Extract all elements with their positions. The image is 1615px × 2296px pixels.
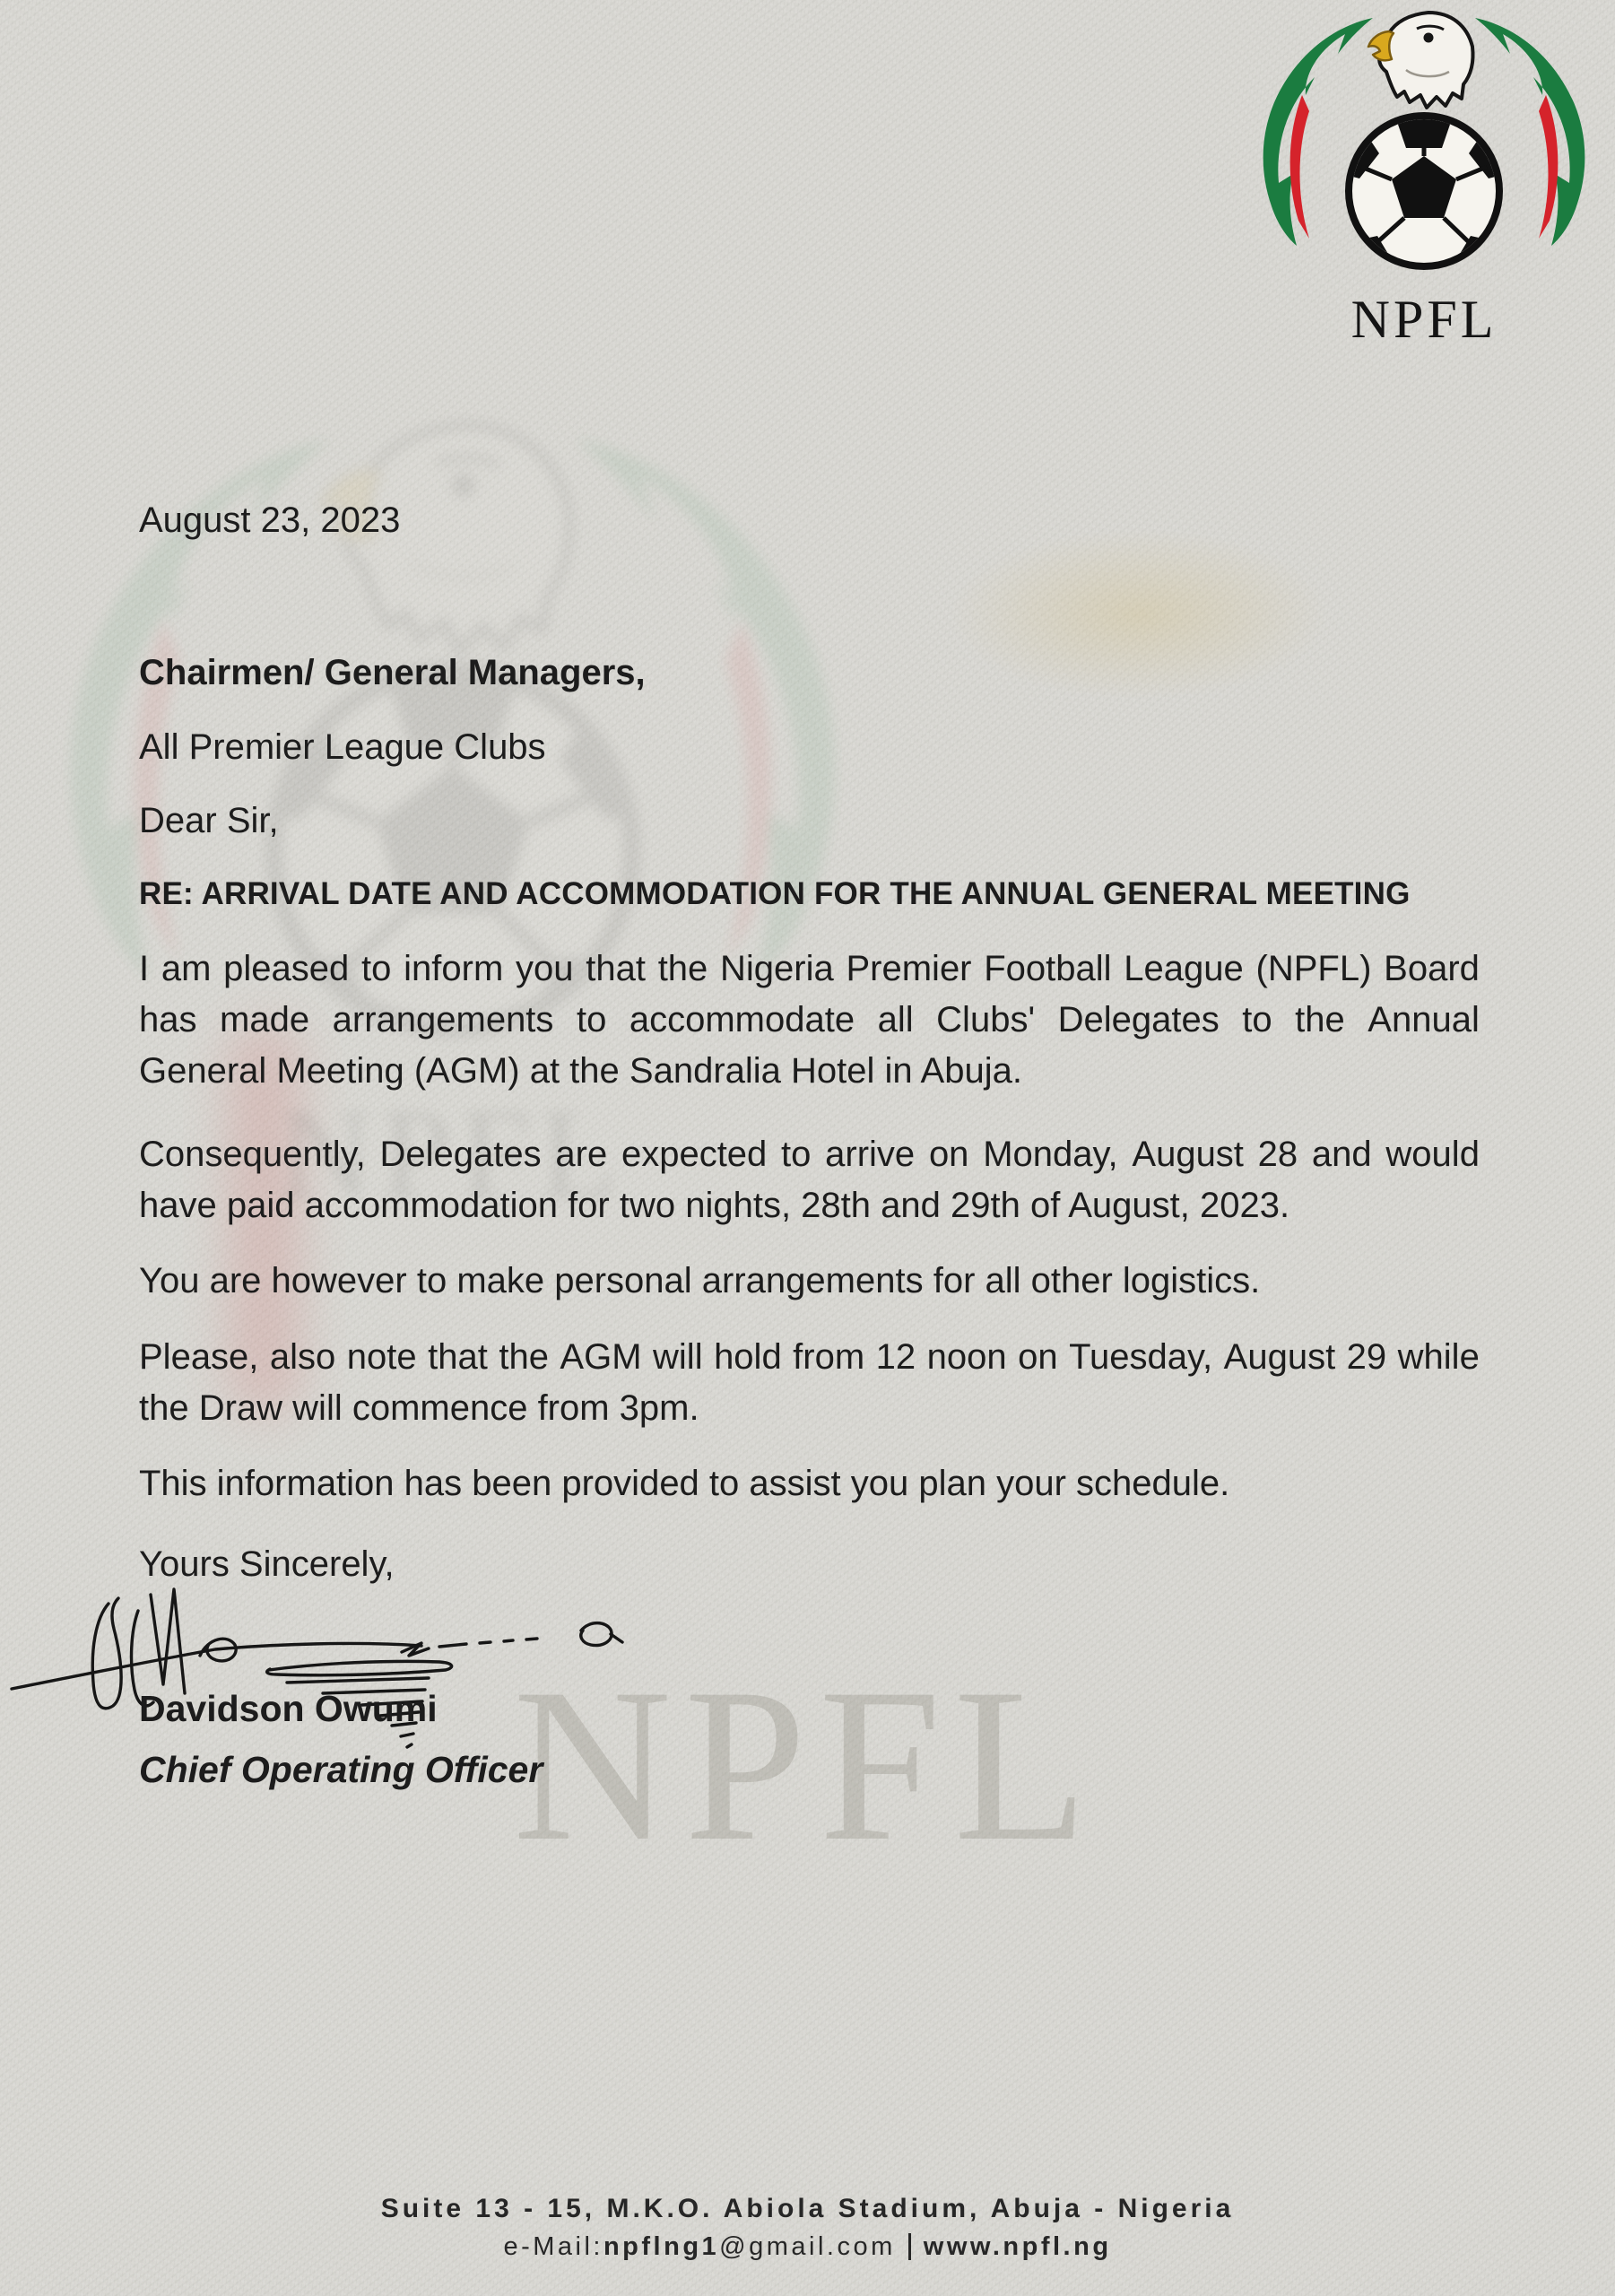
- paper-stain: [951, 529, 1327, 700]
- signatory-name: Davidson Owumi: [139, 1688, 438, 1729]
- signatory-title: Chief Operating Officer: [139, 1749, 543, 1790]
- footer-email-domain: @gmail.com: [719, 2232, 896, 2261]
- crest-wordmark: NPFL: [1350, 290, 1498, 349]
- footer-website: www.npfl.ng: [923, 2232, 1112, 2261]
- body-line: General Meeting (AGM) at the Sandralia Hotel in Abuja.: [139, 1051, 1022, 1091]
- body-line: has made arrangements to accommodate all Clubs' Delegates to the Annual: [139, 1000, 1480, 1039]
- footer-address: Suite 13 - 15, M.K.O. Abiola Stadium, Abuja - Nigeria: [380, 2194, 1235, 2223]
- footer-divider: [908, 2233, 911, 2260]
- body-line: Consequently, Delegates are expected to arrive on Monday, August 28 and would: [139, 1135, 1480, 1174]
- npfl-crest-logo: [1245, 7, 1603, 352]
- body-line: Please, also note that the AGM will hold from 12 noon on Tuesday, August 29 while: [139, 1337, 1480, 1377]
- soccer-ball-icon: [1331, 97, 1517, 286]
- closing: Yours Sincerely,: [139, 1544, 395, 1584]
- footer-contact: [0, 2232, 1615, 2262]
- body-line: the Draw will commence from 3pm.: [139, 1388, 699, 1428]
- body-line: This information has been provided to assist you plan your schedule.: [139, 1464, 1230, 1503]
- body-line: have paid accommodation for two nights, 28th and 29th of August, 2023.: [139, 1186, 1290, 1225]
- addressee-org: All Premier League Clubs: [139, 727, 546, 767]
- salutation: Dear Sir,: [139, 801, 279, 840]
- body-line: I am pleased to inform you that the Nigeria Premier Football League (NPFL) Board: [139, 949, 1480, 988]
- letter-date: August 23, 2023: [139, 500, 401, 540]
- footer-email-label: e-Mail:: [503, 2232, 603, 2261]
- subject-line: RE: ARRIVAL DATE AND ACCOMMODATION FOR THE ANNUAL GENERAL MEETING: [139, 876, 1411, 911]
- eagle-head-icon: [1368, 13, 1473, 108]
- npfl-text-watermark: NPFL: [513, 1643, 1101, 1886]
- footer-email-user: npflng1: [603, 2232, 720, 2261]
- addressee-role: Chairmen/ General Managers,: [139, 653, 646, 692]
- body-line: You are however to make personal arrangements for all other logistics.: [139, 1261, 1261, 1300]
